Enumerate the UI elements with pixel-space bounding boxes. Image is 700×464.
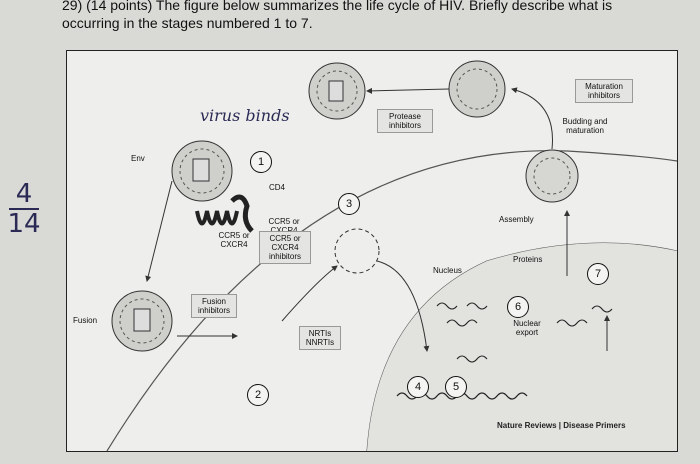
- handwritten-score: [6, 179, 42, 239]
- virion-immature: [309, 63, 365, 119]
- arrow-maturation: [367, 89, 449, 91]
- virion-mature: [449, 61, 505, 117]
- virion-budding: [526, 150, 578, 202]
- label-protease-inhibitors: Protease inhibitors: [377, 109, 433, 133]
- arrow-entry: [147, 181, 172, 281]
- label-nucleus: Nucleus: [433, 266, 462, 275]
- rt-complex: [335, 229, 379, 273]
- coreceptor: [197, 211, 237, 224]
- figure-credit: Nature Reviews | Disease Primers: [497, 421, 626, 430]
- stage-4-marker: 4: [407, 376, 429, 398]
- label-nrtis: NRTIs NNRTIs: [299, 326, 341, 350]
- question-text: 29) (14 points) The figure below summarizes the life cycle of HIV. Briefly describe what is occurring in the stages numbered 1 to 7.: [62, 0, 613, 31]
- label-ccr5-box: CCR5 or: [268, 217, 300, 226]
- stage-3-marker: 3: [338, 193, 360, 215]
- label-budding: Budding and maturation: [562, 117, 608, 135]
- label-nuclear-export: Nuclear export: [513, 319, 541, 337]
- virion-env: [172, 141, 232, 201]
- stage-6-marker: 6: [507, 296, 529, 318]
- virion-fusion: [112, 291, 172, 351]
- label-cd4: CD4: [269, 183, 286, 192]
- label-fusion-inhibitors: Fusion inhibitors: [191, 294, 237, 318]
- label-env: Env: [131, 154, 145, 163]
- hiv-lifecycle-diagram: [67, 51, 677, 451]
- score-numerator: 4: [15, 179, 33, 209]
- stage-1-marker: 1: [250, 151, 272, 173]
- nucleus-fill: [367, 243, 677, 451]
- hiv-lifecycle-figure: [66, 50, 678, 452]
- label-maturation-inhibitors: Maturation inhibitors: [575, 79, 633, 103]
- label-ccr5-left: CCR5 or CXCR4: [218, 231, 250, 249]
- arrow-budding: [512, 89, 553, 149]
- handwritten-answer: virus binds: [200, 106, 290, 125]
- arrow-rt: [282, 266, 337, 321]
- label-assembly: Assembly: [499, 215, 534, 224]
- stage-2-marker: 2: [247, 384, 269, 406]
- label-ccr5-inhibitors: CCR5 or CXCR4 inhibitors: [259, 231, 311, 264]
- label-proteins: Proteins: [513, 255, 543, 264]
- label-fusion: Fusion: [73, 316, 98, 325]
- score-denominator: 14: [7, 209, 41, 239]
- stage-7-marker: 7: [587, 263, 609, 285]
- stage-5-marker: 5: [445, 376, 467, 398]
